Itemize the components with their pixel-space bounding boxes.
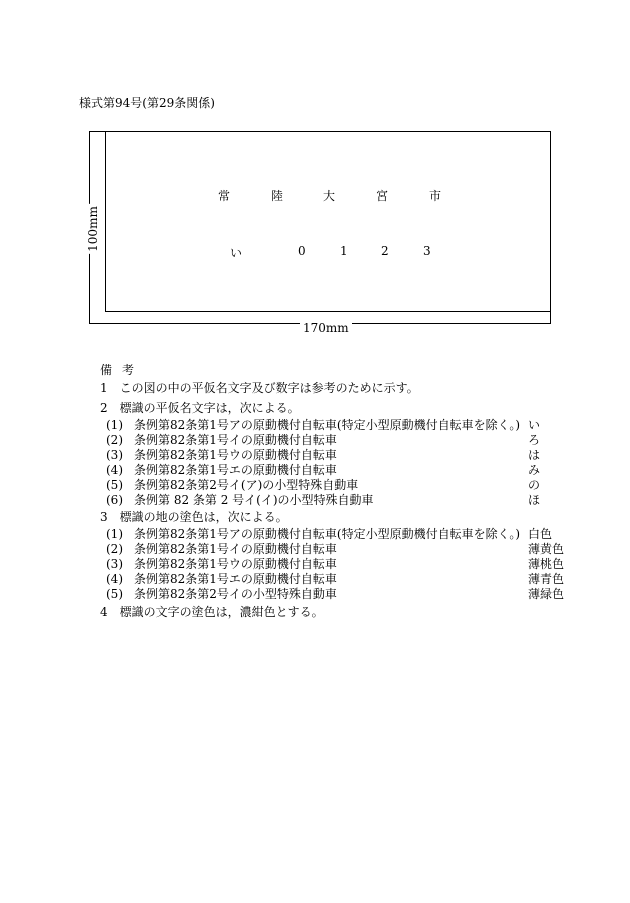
item-number: (1) (106, 527, 123, 541)
item-text: 条例第82条第1号ウの原動機付自転車 (134, 557, 337, 571)
plate-digit: 2 (381, 244, 389, 258)
notes-heading: 備考 (100, 363, 145, 377)
item-text: 条例第82条第1号イの原動機付自転車 (134, 433, 337, 447)
city-char: 陸 (271, 189, 284, 203)
city-char: 常 (218, 189, 231, 203)
item-number: (6) (106, 493, 123, 507)
item-value: い (528, 418, 541, 432)
note-2: 2 標識の平仮名文字は，次による。 (100, 401, 300, 415)
height-dimension (78, 199, 108, 259)
item-text: 条例第82条第2号イの小型特殊自動車 (134, 587, 337, 601)
city-char: 市 (429, 189, 442, 203)
item-value: み (528, 463, 541, 477)
item-text: 条例第82条第1号ウの原動機付自転車 (134, 448, 337, 462)
height-label: 100mm (86, 206, 100, 252)
plate-outline (105, 131, 551, 312)
item-number: (1) (106, 418, 123, 432)
form-title: 様式第94号(第29条関係) (79, 96, 215, 110)
item-text: 条例第82条第2号イ(ア)の小型特殊自動車 (134, 478, 359, 492)
item-text: 条例第82条第1号エの原動機付自転車 (134, 572, 337, 586)
plate-digit: 1 (340, 244, 348, 258)
plate-digit: 0 (298, 244, 306, 258)
item-number: (4) (106, 463, 123, 477)
note-1: 1 この図の中の平仮名文字及び数字は参考のために示す。 (100, 381, 419, 395)
item-text: 条例第82条第1号アの原動機付自転車(特定小型原動機付自転車を除く。) (134, 418, 521, 432)
item-value: ほ (528, 493, 541, 507)
item-number: (4) (106, 572, 123, 586)
item-value: 薄黄色 (528, 542, 565, 556)
item-value: 薄緑色 (528, 587, 565, 601)
item-text: 条例第 82 条第 2 号イ(イ)の小型特殊自動車 (134, 493, 374, 507)
width-label: 170mm (300, 322, 352, 335)
item-number: (3) (106, 448, 123, 462)
note-3: 3 標識の地の塗色は，次による。 (100, 510, 288, 524)
item-number: (3) (106, 557, 123, 571)
item-number: (2) (106, 433, 123, 447)
plate-digit: 3 (423, 244, 431, 258)
item-value: は (528, 448, 541, 462)
item-text: 条例第82条第1号イの原動機付自転車 (134, 542, 337, 556)
item-text: 条例第82条第1号アの原動機付自転車(特定小型原動機付自転車を除く。) (134, 527, 521, 541)
item-value: の (528, 478, 541, 492)
plate-kana: い (230, 246, 243, 260)
item-value: ろ (528, 433, 541, 447)
item-text: 条例第82条第1号エの原動機付自転車 (134, 463, 337, 477)
item-value: 薄桃色 (528, 557, 565, 571)
item-value: 白色 (528, 527, 553, 541)
item-number: (5) (106, 478, 123, 492)
city-char: 大 (323, 189, 336, 203)
item-number: (2) (106, 542, 123, 556)
note-4: 4 標識の文字の塗色は，濃紺色とする。 (100, 605, 324, 619)
item-number: (5) (106, 587, 123, 601)
item-value: 薄青色 (528, 572, 565, 586)
city-char: 宮 (376, 189, 389, 203)
